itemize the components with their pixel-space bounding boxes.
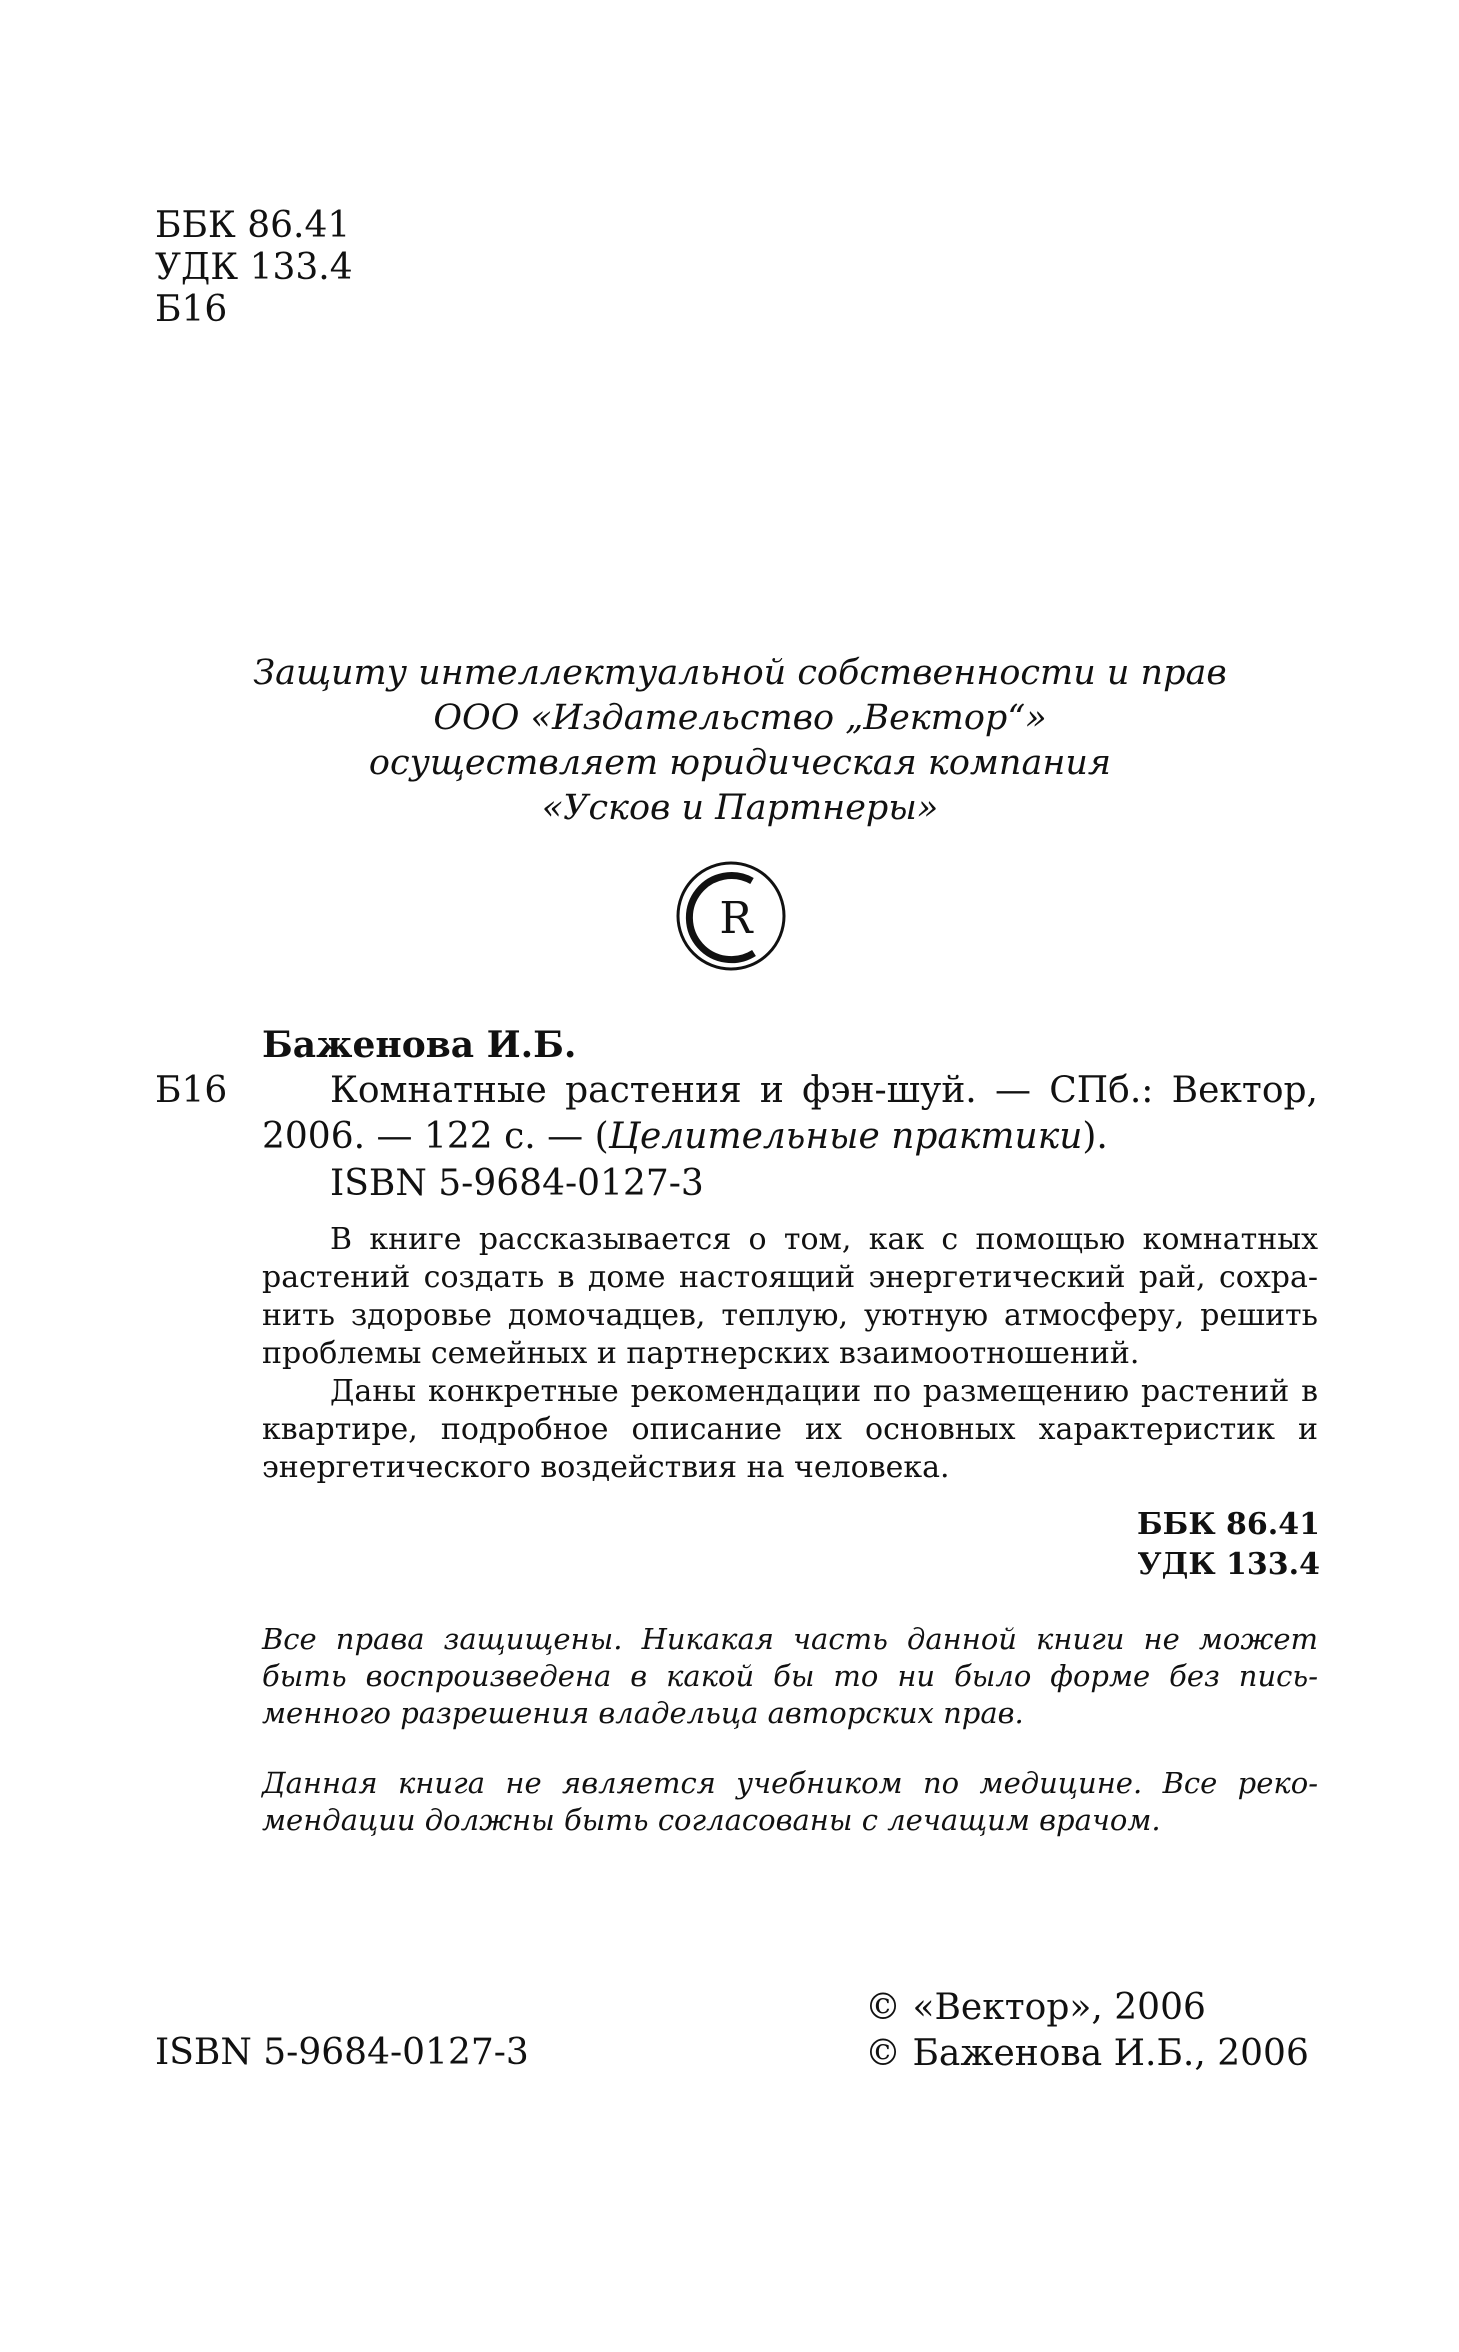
footer-udk-code: УДК 133.4 (1137, 1547, 1320, 1582)
svg-text:R: R (719, 893, 753, 944)
catalog-index: Б16 (155, 1070, 228, 1111)
bbk-code: ББК 86.41 (155, 205, 351, 246)
ip-notice-line-1: Защиту интеллектуальной собственности и прав (253, 653, 1227, 693)
book-title-line: Комнатные растения и фэн-шуй. — СПб.: Вектор, (330, 1070, 1318, 1111)
footer-classification-codes (1040, 1505, 1320, 1585)
card-isbn: ISBN 5-9684-0127-3 (330, 1163, 704, 1204)
copyright-registered-icon (672, 857, 790, 975)
medical-disclaimer (262, 1765, 1318, 1839)
ip-notice-line-2: ООО «Издательство „Вектор“» (433, 698, 1047, 738)
copyright-publisher: © «Вектор», 2006 (865, 1987, 1206, 2028)
bottom-isbn: ISBN 5-9684-0127-3 (155, 2032, 529, 2073)
ip-notice-line-3: осуществляет юридическая компания (368, 743, 1112, 783)
footer-bbk-code: ББК 86.41 (1137, 1507, 1320, 1542)
author-mark: Б16 (155, 289, 228, 330)
annotation (262, 1221, 1318, 1487)
classification-codes (155, 205, 353, 331)
rights-notice-text: Все права защищены. Никакая часть данной книги не может быть воспроизведена в какой бы то ни было форме без письменного разрешения владельца авторских прав. (262, 1622, 1318, 1730)
imprint-line (262, 1115, 1108, 1159)
annotation-paragraph-1: В книге рассказывается о том, как с помощью комнатных растений создать в доме настоящий энергетический рай, сохранить здоровье домочадцев, теплую, уютную атмосферу, решить проблемы семейных и партнерских взаимоотношений. (262, 1222, 1318, 1371)
annotation-paragraph-2: Даны конкретные рекомендации по размещению растений в квартире, подробное описание их основных характеристик и энергетического воздействия на человека. (262, 1374, 1318, 1485)
series-name: Целительные практики (608, 1116, 1083, 1157)
udk-code: УДК 133.4 (155, 247, 353, 288)
ip-protection-notice (180, 651, 1300, 831)
copyright-block (865, 1985, 1309, 2077)
imprint-prefix: 2006. — 122 с. — ( (262, 1116, 609, 1157)
imprint-suffix: ). (1082, 1116, 1108, 1157)
author-name: Баженова И.Б. (262, 1024, 577, 1066)
copyright-author: © Баженова И.Б., 2006 (865, 2033, 1309, 2074)
ip-notice-line-4: «Усков и Партнеры» (541, 788, 939, 828)
rights-notice (262, 1621, 1318, 1732)
medical-disclaimer-text: Данная книга не является учебником по медицине. Все рекомендации должны быть согласованы с лечащим врачом. (262, 1766, 1318, 1837)
